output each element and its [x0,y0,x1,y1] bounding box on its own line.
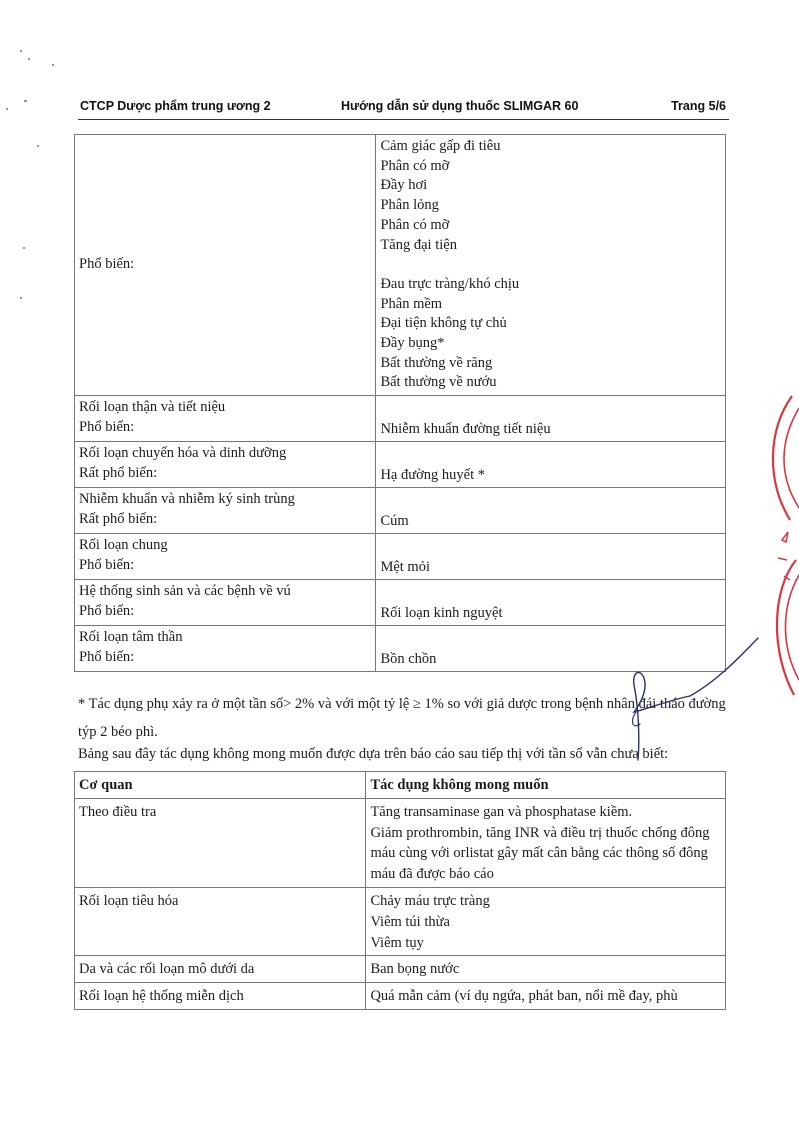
effect-item: Bất thường về răng [380,354,493,371]
document-title: Hướng dẫn sử dụng thuốc SLIMGAR 60 [341,99,579,113]
table-row [75,580,726,626]
effect-item: Tăng transaminase gan và phosphatase kiềm. [370,803,633,820]
frequency-label: Rất phổ biến: [79,464,158,481]
scan-speck [20,50,22,52]
effect-item: Nhiễm khuẩn đường tiết niệu [380,421,551,438]
frequency-label: Phổ biến: [79,256,135,273]
effect-item: Viêm túi thừa [370,913,450,930]
effect-item: Mệt mỏi [380,559,430,576]
stamp-arc [773,396,792,520]
frequency-label: Phổ biến: [79,418,135,435]
header-rule [78,119,729,120]
frequency-label: Phổ biến: [79,602,135,619]
organ-label: Rối loạn thận và tiết niệu [79,399,226,416]
effect-item: Đại tiện không tự chủ [380,315,507,332]
effect-item: Rối loạn kinh nguyệt [380,605,503,622]
effects-cell [366,887,726,955]
frequency-label: Phổ biến: [79,556,135,573]
organ-label: Da và các rối loạn mô dưới da [79,961,255,978]
organ-cell [75,626,376,672]
organ-label: Theo điều tra [79,803,157,820]
company-name: CTCP Dược phẩm trung ương 2 [80,99,271,113]
effect-cell [376,396,726,442]
effect-item: Quá mẫn cảm (ví dụ ngứa, phát ban, nổi mề đay, phù [370,988,678,1005]
effect-item: Ban bọng nước [370,961,460,978]
scan-speck [23,247,25,249]
effect-item: Tăng đại tiện [380,236,457,253]
effect-item: Cảm giác gấp đi tiêu [380,138,501,154]
stamp-arc [784,408,799,508]
organ-cell [75,956,366,983]
frequency-label: Rất phổ biến: [79,510,158,527]
effect-cell [376,580,726,626]
organ-label: Rối loạn tiêu hóa [79,892,179,909]
column-header-organ: Cơ quan [75,772,366,799]
organ-label: Rối loạn chuyển hóa và dinh dưỡng [79,445,287,462]
organ-label: Hệ thống sinh sản và các bệnh về vú [79,583,291,600]
effect-cell [376,442,726,488]
blank-line [380,255,721,275]
organ-label: Rối loạn tâm thần [79,629,183,646]
organ-label: Rối loạn chung [79,537,168,554]
scan-speck [37,145,39,147]
effect-item: Phân có mỡ [380,157,450,174]
organ-cell [75,887,366,955]
organ-cell [75,798,366,887]
effect-cell [376,488,726,534]
scan-speck [24,100,27,102]
effect-item: Bồn chồn [380,651,437,668]
organ-cell [75,396,376,442]
footnote: * Tác dụng phụ xảy ra ở một tần số> 2% và với một tỷ lệ ≥ 1% so với giả dược trong bệnh nhân đái tháo đường týp 2 béo phì. [78,696,726,740]
table-row [75,983,726,1010]
table-row [75,798,726,887]
effect-cell [376,534,726,580]
table-intro: Bảng sau đây tác dụng không mong muốn được dựa trên báo cáo sau tiếp thị với tần số vẫn chưa biết: [78,746,669,762]
organ-label: Rối loạn hệ thống miễn dịch [79,988,244,1005]
organ-label: Nhiễm khuẩn và nhiễm ký sinh trùng [79,491,295,508]
organ-cell [75,442,376,488]
effect-item: Đầy bụng* [380,335,445,352]
scan-speck [52,64,54,66]
effect-item: Cúm [380,513,409,530]
organ-cell [75,488,376,534]
table-row [75,442,726,488]
organ-cell [75,983,366,1010]
page-number: Trang 5/6 [671,99,726,113]
stamp-arc [785,575,799,680]
effect-item: Phân lỏng [380,197,439,214]
table-row [75,887,726,955]
effects-cell [366,798,726,887]
stamp-arc [777,560,796,695]
effect-item: Giảm prothrombin, tăng INR và điều trị thuốc chống đông máu cùng với orlistat gây mất cân bằng các thông số đông máu đã được báo cáo [370,824,710,883]
effect-item: Bất thường về nướu [380,374,497,391]
table-row [75,956,726,983]
effect-item: Hạ đường huyết * [380,467,485,484]
table-row [75,135,726,396]
postmarketing-effects-table [74,771,726,1010]
table-row [75,488,726,534]
effect-item: Đầy hơi [380,177,428,194]
effect-item: Phân mềm [380,295,443,312]
frequency-label: Phổ biến: [79,648,135,665]
column-header-effect: Tác dụng không mong muốn [366,772,726,799]
effects-cell [366,983,726,1010]
scan-speck [6,108,8,110]
signature [610,620,770,780]
effect-item: Chảy máu trực tràng [370,892,490,909]
table-row [75,534,726,580]
effects-cell [366,956,726,983]
scan-speck [20,297,22,299]
effect-item: Viêm tụy [370,934,424,951]
side-effects-table [74,134,726,672]
effect-item: Đau trực tràng/khó chịu [380,275,520,292]
organ-cell [75,534,376,580]
effect-item: Phân có mỡ [380,216,450,233]
table-row [75,396,726,442]
effects-cell [376,135,726,396]
frequency-cell [75,135,376,396]
organ-cell [75,580,376,626]
scan-speck [28,58,30,60]
